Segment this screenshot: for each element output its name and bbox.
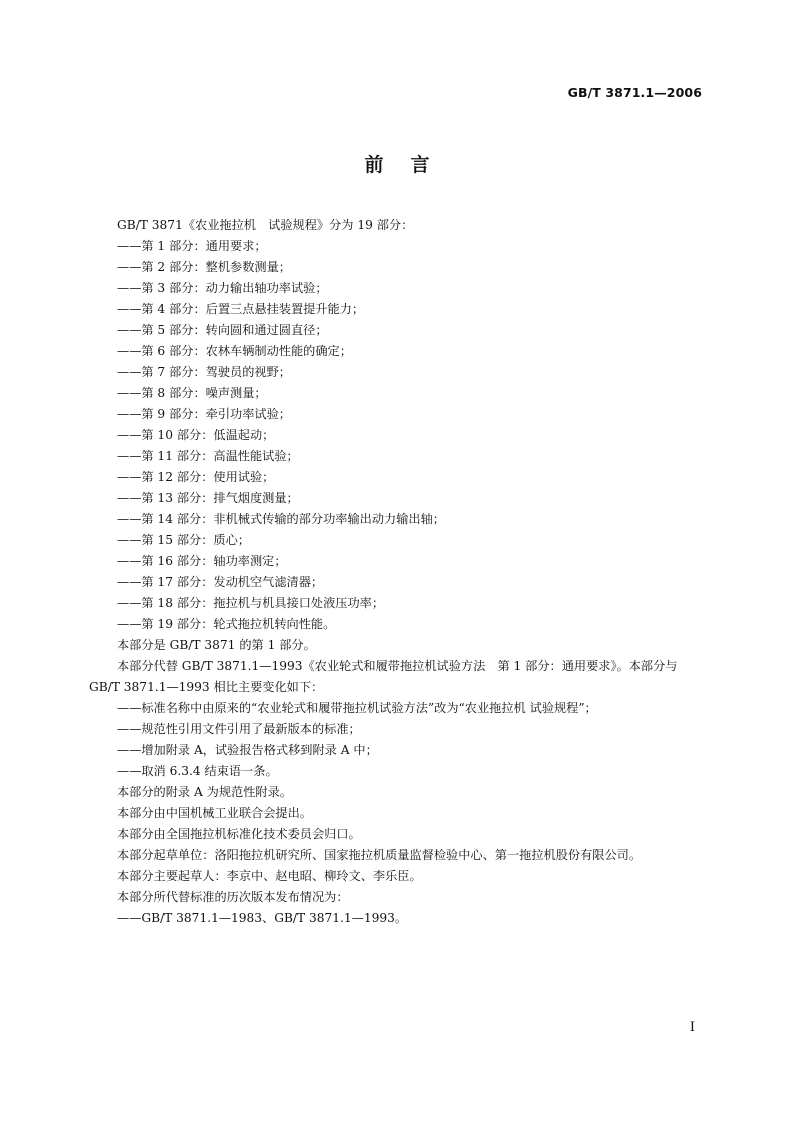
part-item: ——第 18 部分：拖拉机与机具接口处液压功率；	[117, 596, 385, 610]
part-item: ——第 14 部分：非机械式传输的部分功率输出动力输出轴；	[117, 512, 445, 526]
change-item: ——取消 6.3.4 结束语一条。	[117, 764, 278, 778]
closing-line: 本部分由全国拖拉机标准化技术委员会归口。	[117, 827, 361, 841]
page-number: I	[689, 1020, 695, 1035]
closing-line: ——GB/T 3871.1—1983、GB/T 3871.1—1993。	[117, 911, 408, 925]
part-item: ——第 12 部分：使用试验；	[117, 470, 275, 484]
standard-number: GB/T 3871.1—2006	[567, 85, 702, 100]
part-item: ——第 13 部分：排气烟度测量；	[117, 491, 299, 505]
part-item: ——第 5 部分：转向圆和通过圆直径；	[117, 323, 328, 337]
closing-line: 本部分起草单位：洛阳拖拉机研究所、国家拖拉机质量监督检验中心、第一拖拉机股份有限公司。	[117, 848, 642, 862]
this-part-statement: 本部分是 GB/T 3871 的第 1 部分。	[117, 638, 316, 652]
part-item: ——第 17 部分：发动机空气滤清器；	[117, 575, 324, 589]
change-item: ——增加附录 A，试验报告格式移到附录 A 中；	[117, 743, 378, 757]
part-item: ——第 16 部分：轴功率测定；	[117, 554, 287, 568]
part-item: ——第 7 部分：驾驶员的视野；	[117, 365, 291, 379]
part-item: ——第 15 部分：质心；	[117, 533, 250, 547]
change-item: ——规范性引用文件引用了最新版本的标准；	[117, 722, 361, 736]
intro-paragraph: GB/T 3871《农业拖拉机 试验规程》分为 19 部分：	[117, 218, 414, 232]
part-item: ——第 6 部分：农林车辆制动性能的确定；	[117, 344, 352, 358]
closing-line: 本部分主要起草人：李京中、赵电昭、柳玲文、李乐臣。	[117, 869, 422, 883]
closing-line: 本部分所代替标准的历次版本发布情况为：	[117, 890, 349, 904]
part-item: ——第 4 部分：后置三点悬挂装置提升能力；	[117, 302, 365, 316]
foreword-body	[89, 215, 704, 929]
page-title: 前言	[364, 154, 457, 176]
closing-line: 本部分的附录 A 为规范性附录。	[117, 785, 292, 799]
part-item: ——第 9 部分：牵引功率试验；	[117, 407, 291, 421]
part-item: ——第 19 部分：轮式拖拉机转向性能。	[117, 617, 336, 631]
part-item: ——第 1 部分：通用要求；	[117, 239, 267, 253]
part-item: ——第 11 部分：高温性能试验；	[117, 449, 299, 463]
part-item: ——第 8 部分：噪声测量；	[117, 386, 267, 400]
replaces-paragraph: 本部分代替 GB/T 3871.1—1993《农业轮式和履带拖拉机试验方法 第 1 部分：通用要求》。本部分与 GB/T 3871.1—1993 相比主要变化如下：	[89, 659, 678, 694]
part-item: ——第 3 部分：动力输出轴功率试验；	[117, 281, 328, 295]
closing-line: 本部分由中国机械工业联合会提出。	[117, 806, 312, 820]
part-item: ——第 10 部分：低温起动；	[117, 428, 275, 442]
change-item: ——标准名称中由原来的“农业轮式和履带拖拉机试验方法”改为“农业拖拉机 试验规程”；	[117, 701, 597, 715]
part-item: ——第 2 部分：整机参数测量；	[117, 260, 291, 274]
